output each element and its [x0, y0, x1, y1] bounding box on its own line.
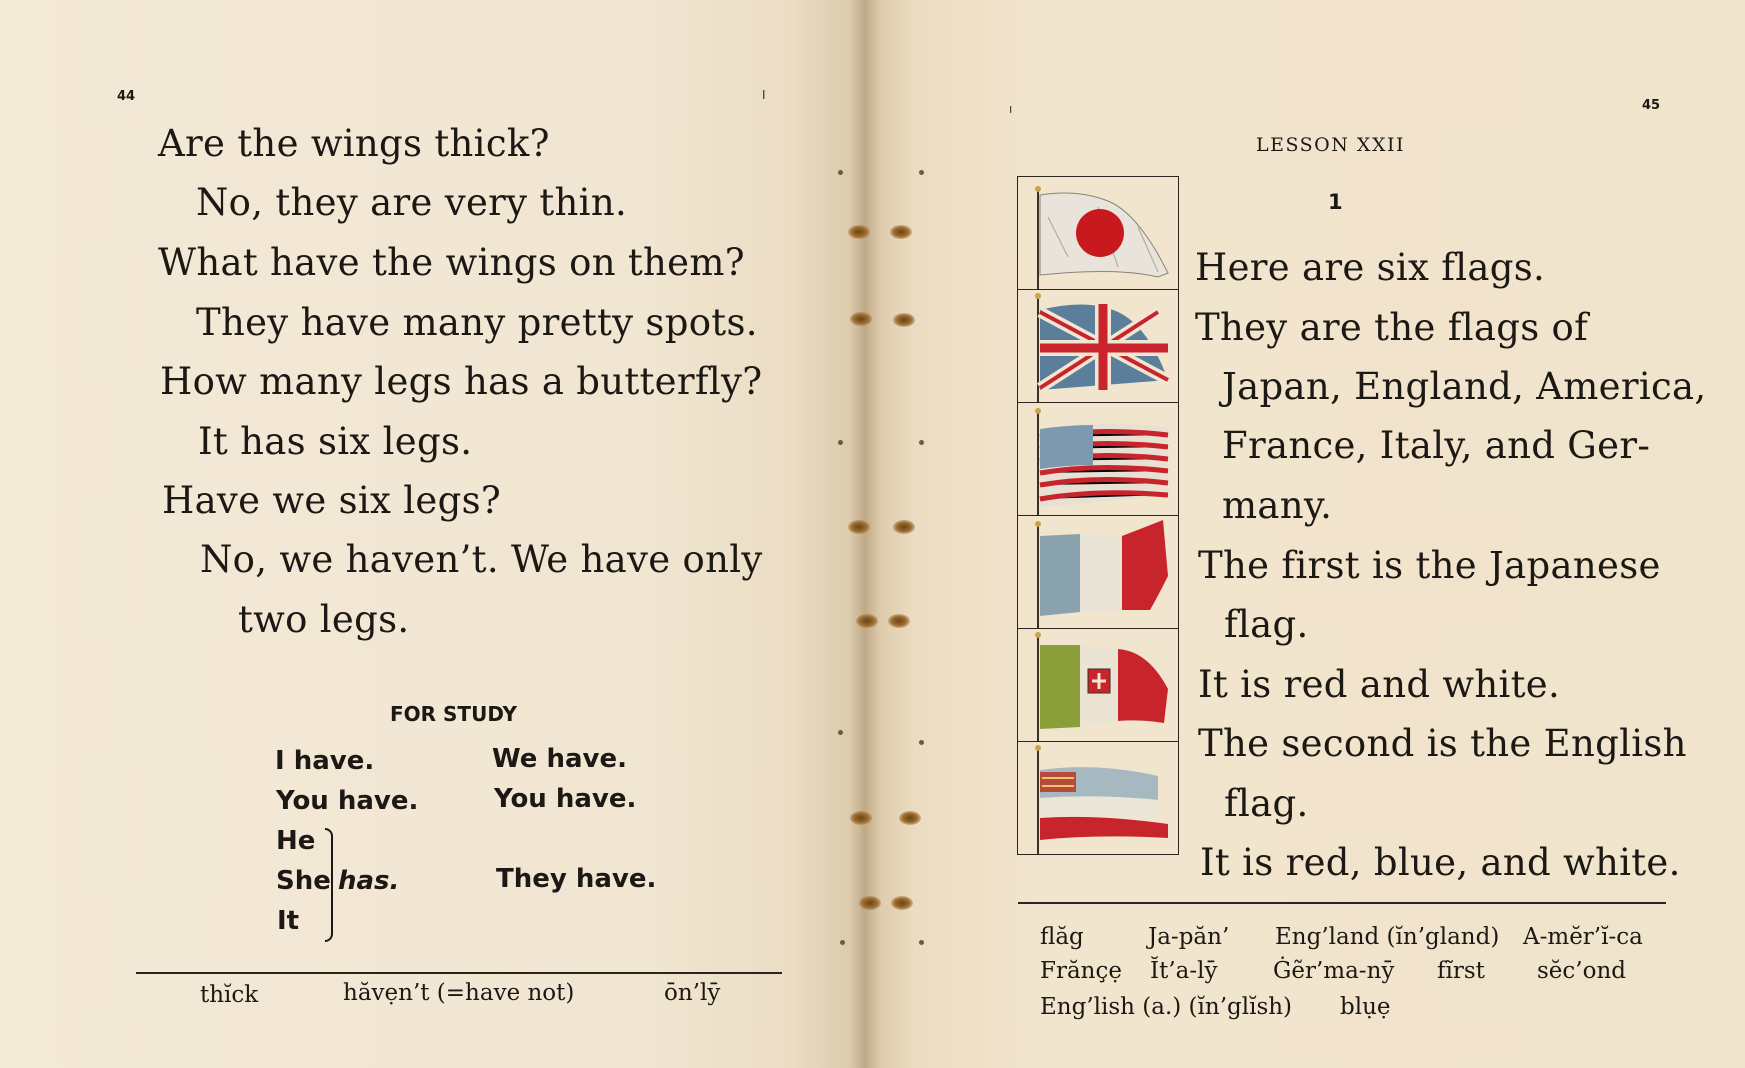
text-line: Here are six flags.	[1195, 246, 1546, 289]
stitch-hole	[848, 225, 870, 239]
union-flag-icon	[1018, 290, 1178, 402]
flag-column	[1017, 176, 1179, 855]
study-he: He	[276, 826, 316, 856]
text-line: They have many pretty spots.	[196, 301, 758, 344]
stitch-hole	[893, 520, 915, 534]
text-line: No, they are very thin.	[196, 181, 628, 224]
stitch-hole	[890, 225, 912, 239]
vocab-rule	[136, 972, 782, 974]
stitch-dot	[919, 440, 924, 445]
lesson-title: LESSON XXII	[1256, 134, 1405, 156]
text-line: It is red and white.	[1198, 663, 1561, 706]
italian-flag-icon	[1018, 629, 1178, 741]
study-you-have: You have.	[276, 786, 419, 816]
stitch-hole	[899, 811, 921, 825]
stitch-hole	[850, 312, 872, 326]
text-line: It is red, blue, and white.	[1200, 841, 1681, 884]
brace	[325, 828, 333, 942]
text-line: It has six legs.	[198, 420, 473, 463]
study-we-have: We have.	[492, 744, 627, 774]
text-line: No, we haven’t. We have only	[200, 538, 763, 581]
right-page	[862, 0, 1745, 1068]
study-you-have-plural: You have.	[494, 784, 637, 814]
text-line: How many legs has a butterfly?	[160, 360, 763, 403]
text-line: many.	[1222, 484, 1333, 527]
stitch-dot	[919, 740, 924, 745]
text-line: flag.	[1224, 782, 1309, 825]
corner-mark: ı	[1009, 102, 1013, 116]
flag-italy	[1018, 629, 1178, 742]
vocab-word: ōn’lȳ	[664, 980, 721, 1006]
page-number: 45	[1642, 98, 1661, 113]
vocab-word: Eng’lish (a.) (ĭn’glĭsh)	[1040, 994, 1293, 1020]
study-has: has.	[338, 866, 400, 896]
stitch-dot	[840, 940, 845, 945]
vocab-word: A-mĕr’ĭ-ca	[1523, 924, 1643, 950]
study-they-have: They have.	[496, 864, 657, 894]
text-line: flag.	[1224, 603, 1309, 646]
study-it: It	[277, 906, 300, 936]
french-flag-icon	[1018, 516, 1178, 628]
vocab-word: Ĭt’a-lȳ	[1150, 958, 1218, 984]
text-line: Japan, England, America,	[1222, 365, 1707, 408]
section-number: 1	[1328, 190, 1343, 214]
stitch-dot	[919, 940, 924, 945]
stitch-hole	[856, 614, 878, 628]
vocab-word: Ja-păn’	[1148, 924, 1230, 950]
vocab-word: thĭck	[200, 982, 259, 1008]
vocab-word: Frănçẹ	[1040, 958, 1122, 984]
stitch-hole	[850, 811, 872, 825]
flag-japan	[1018, 177, 1178, 290]
german-flag-icon	[1018, 742, 1178, 854]
for-study-title: FOR STUDY	[390, 702, 517, 726]
vocab-word: Ġẽr’ma-nȳ	[1273, 958, 1395, 984]
us-flag-icon	[1018, 403, 1178, 515]
vocab-word: fĩrst	[1437, 958, 1485, 984]
study-she: She	[276, 866, 331, 896]
corner-mark: I	[762, 88, 766, 102]
left-page	[0, 0, 862, 1068]
text-line: The first is the Japanese	[1198, 544, 1661, 587]
vocab-word: flăg	[1040, 924, 1084, 950]
stitch-hole	[893, 313, 915, 327]
page-number: 44	[117, 89, 136, 104]
stitch-hole	[891, 896, 913, 910]
study-i-have: I have.	[275, 746, 375, 776]
vocab-word: hăvẹn’t (=have not)	[343, 980, 575, 1006]
flag-england	[1018, 290, 1178, 403]
stitch-dot	[838, 440, 843, 445]
text-line: What have the wings on them?	[158, 241, 745, 284]
vocab-rule	[1018, 902, 1666, 904]
text-line: two legs.	[238, 598, 410, 641]
text-line: Are the wings thick?	[158, 122, 550, 165]
japan-flag-icon	[1018, 177, 1178, 289]
vocab-word: Eng’land (ĭn’gland)	[1275, 924, 1500, 950]
stitch-dot	[838, 730, 843, 735]
stitch-hole	[859, 896, 881, 910]
flag-germany	[1018, 742, 1178, 854]
stitch-hole	[848, 520, 870, 534]
flag-america	[1018, 403, 1178, 516]
flag-france	[1018, 516, 1178, 629]
stitch-dot	[919, 170, 924, 175]
text-line: France, Italy, and Ger-	[1222, 424, 1651, 467]
text-line: They are the flags of	[1195, 306, 1589, 349]
vocab-word: blụẹ	[1340, 994, 1391, 1020]
stitch-dot	[838, 170, 843, 175]
vocab-word: sĕc’ond	[1537, 958, 1626, 984]
stitch-hole	[888, 614, 910, 628]
text-line: Have we six legs?	[162, 479, 502, 522]
text-line: The second is the English	[1198, 722, 1687, 765]
